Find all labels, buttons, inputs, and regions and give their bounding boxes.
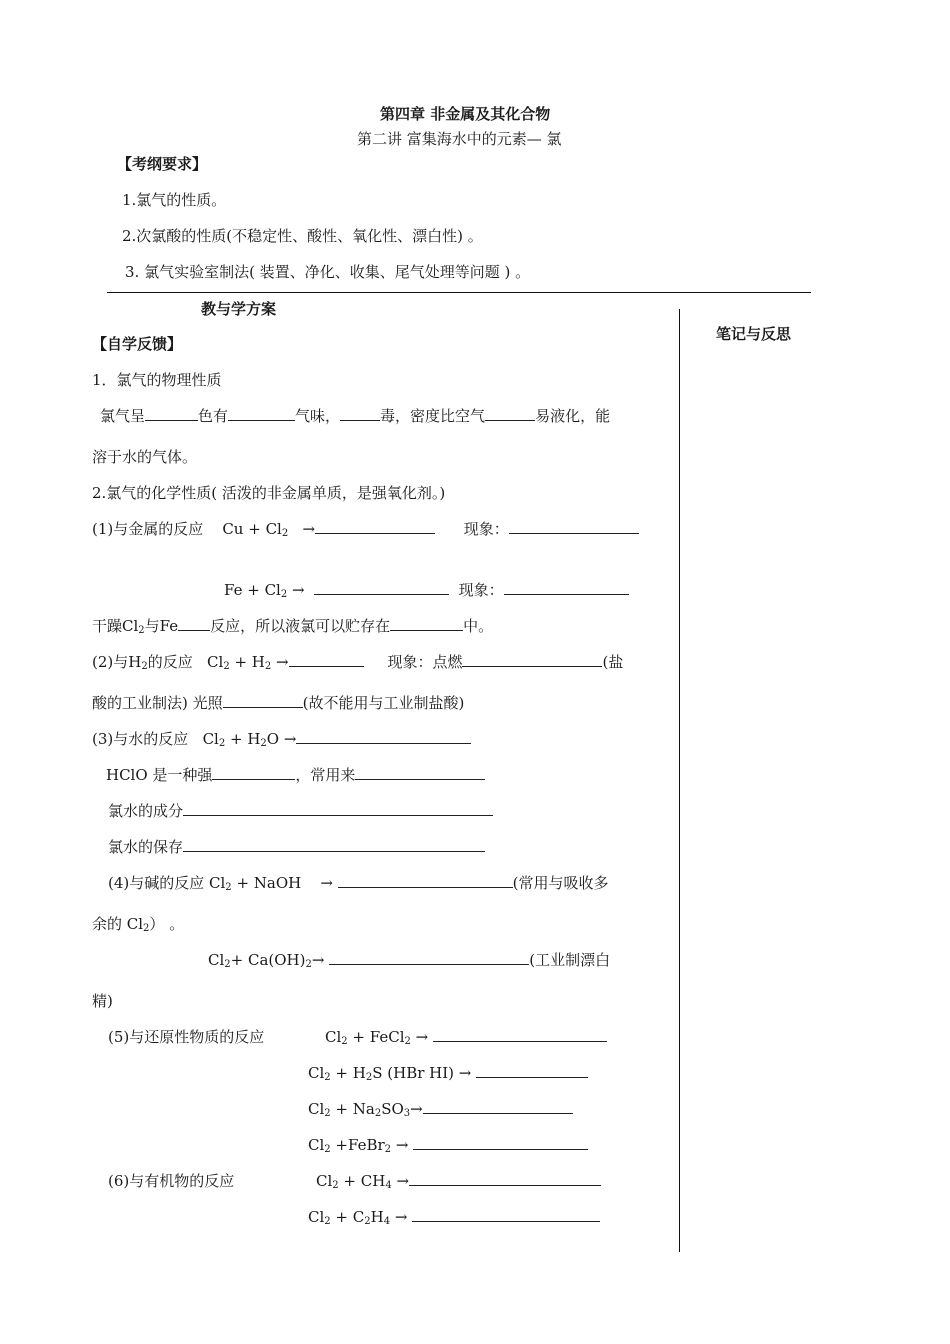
water-reaction: (3)与水的反应 $Cl_2 + H_2O$ → bbox=[92, 728, 471, 749]
plan-title: 教与学方案 bbox=[201, 300, 277, 318]
syllabus-item: 2.次氯酸的性质(不稳定性、酸性、氧化性、漂白性) 。 bbox=[122, 227, 483, 245]
chlorine-water-storage: 氯水的保存 bbox=[108, 836, 485, 857]
dry-chlorine-line: 干躁$Cl_2$与Fe 反应，所以液氯可以贮存在 中。 bbox=[92, 617, 494, 636]
hclo-line: HClO 是一种强 ，常用来 bbox=[106, 764, 485, 785]
reduce-reaction-na2so3: $Cl_2 + Na_2SO_3\to$ bbox=[308, 1098, 573, 1119]
bleach-reaction: $Cl_2+ Ca(OH)_2\to$ (工业制漂白 bbox=[208, 951, 611, 970]
base-reaction-line-2: 余的 $Cl_2$） 。 bbox=[92, 915, 185, 934]
syllabus-item: 3. 氯气实验室制法( 装置、净化、收集、尾气处理等问题 ) 。 bbox=[125, 263, 531, 281]
lecture-title: 第二讲 富集海水中的元素— 氯 bbox=[357, 130, 562, 148]
reduce-reaction-febr2: $Cl_2$ +FeBr$_2$ → bbox=[308, 1134, 588, 1155]
organic-label: (6)与有机物的反应 bbox=[108, 1172, 235, 1190]
chemical-title: 2.氯气的化学性质( 活泼的非金属单质，是强氧化剂。) bbox=[92, 484, 446, 502]
syllabus-item: 1.氯气的性质。 bbox=[122, 191, 227, 209]
metal-reaction-fe: $Fe + Cl_2$ → 现象： bbox=[224, 579, 629, 600]
feedback-heading: 【自学反馈】 bbox=[92, 335, 183, 353]
organic-reaction-c2h4: $Cl_2 + C_2H_4$ → bbox=[308, 1206, 600, 1227]
h2-reaction: (2)与$H_2$的反应 $Cl_2 + H_2$ → 现象：点燃 (盐 bbox=[92, 653, 624, 672]
notes-title: 笔记与反思 bbox=[716, 325, 792, 343]
chapter-title: 第四章 非金属及其化合物 bbox=[380, 105, 551, 123]
column-divider bbox=[679, 309, 680, 1252]
base-reaction: (4)与碱的反应 $Cl_2$ + NaOH → (常用与吸收多 bbox=[108, 874, 609, 893]
physical-line: 氯气呈 色有 气味， 毒，密度比空气 易液化，能 bbox=[100, 407, 611, 425]
metal-reaction-cu: (1)与金属的反应 $Cu + Cl_2$ → 现象： bbox=[92, 518, 639, 539]
reduce-reaction-h2s: $Cl_2 + H_2S$ (HBr HI) → bbox=[308, 1062, 588, 1083]
bleach-reaction-line-2: 精) bbox=[92, 992, 113, 1010]
organic-reaction-ch4: $Cl_2 + CH_4$ → bbox=[316, 1170, 601, 1191]
physical-line-2: 溶于水的气体。 bbox=[92, 448, 198, 466]
reduce-reaction-fecl2: $Cl_2$ + FeCl$_2$ → bbox=[325, 1026, 607, 1047]
syllabus-heading: 【考纲要求】 bbox=[117, 155, 208, 173]
reduce-label: (5)与还原性物质的反应 bbox=[108, 1028, 265, 1046]
divider-line bbox=[107, 292, 811, 293]
h2-reaction-line-2: 酸的工业制法) 光照 (故不能用与工业制盐酸) bbox=[92, 694, 465, 712]
chlorine-water-components: 氯水的成分 bbox=[108, 800, 493, 821]
physical-title: 1．氯气的物理性质 bbox=[92, 371, 222, 389]
